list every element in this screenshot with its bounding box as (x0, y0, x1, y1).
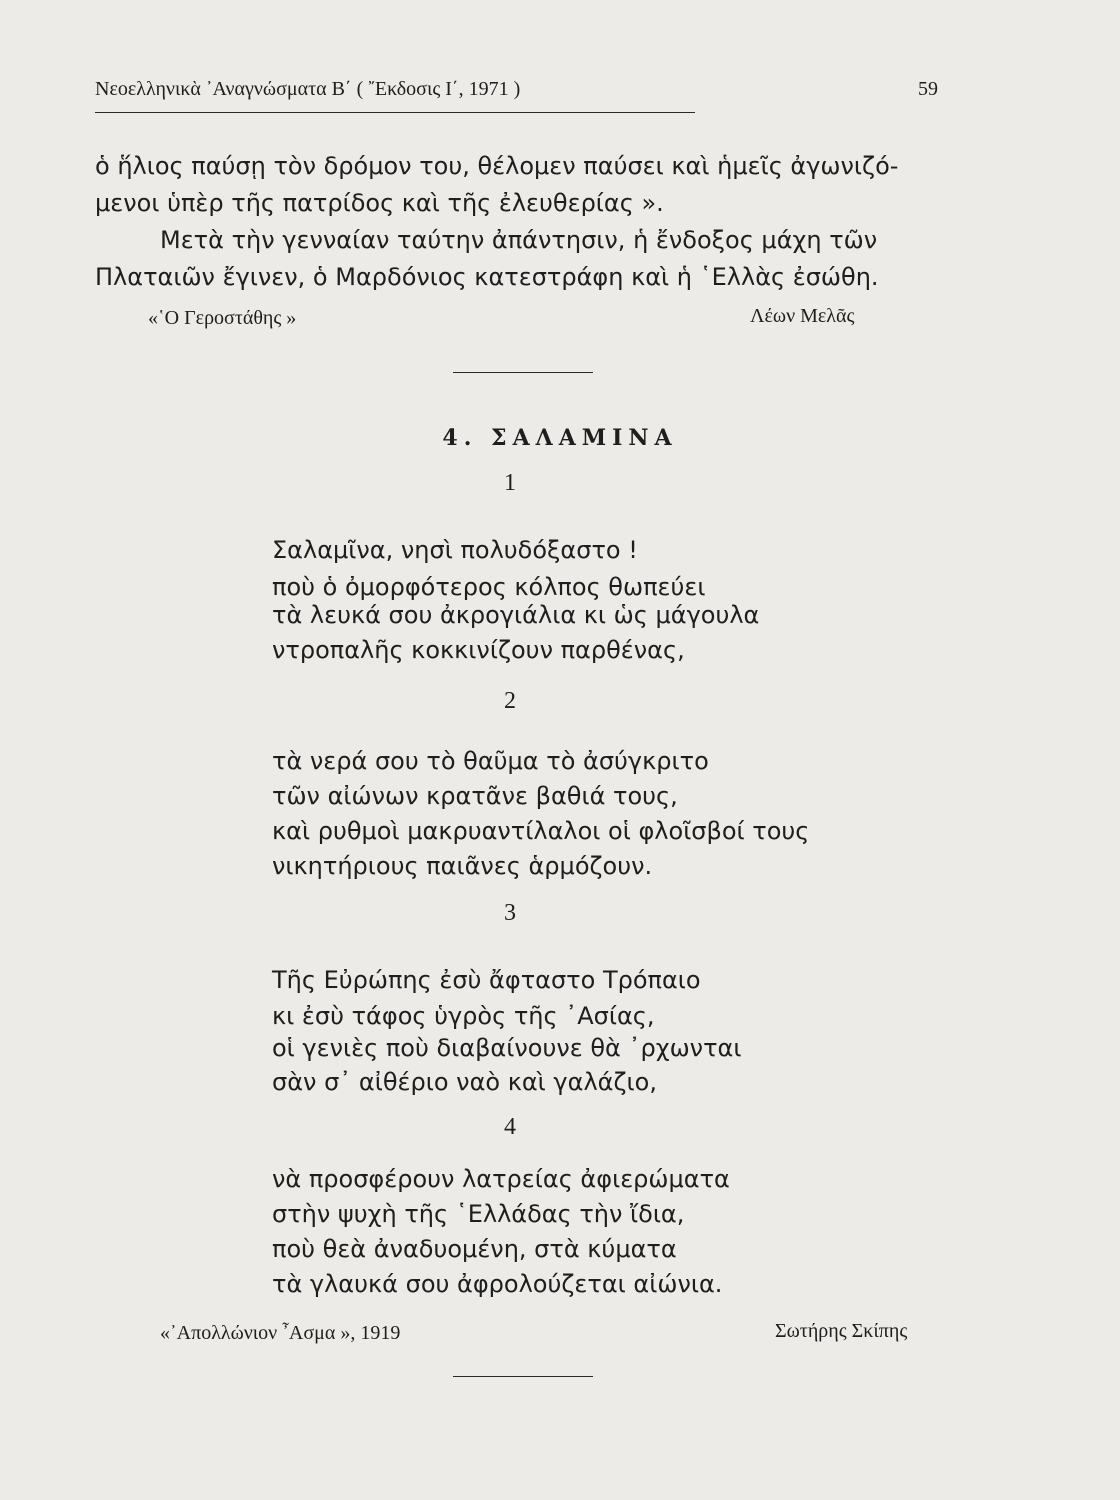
stanza-number: 4 (504, 1114, 516, 1140)
verse-line: τὰ λευκά σου ἀκρογιάλια κι ὡς μάγουλα (272, 601, 760, 629)
poem-title: 4. ΣΑΛΑΜΙΝΑ (442, 425, 678, 451)
prose-line: ὁ ἥλιος παύσῃ τὸν δρόμον του, θέλομεν παύσει καὶ ἡμεῖς ἀγωνιζό- (95, 152, 899, 180)
stanza-number: 2 (504, 688, 516, 714)
prose-source: «῾Ο Γεροστάθης » (148, 307, 297, 329)
stanza-number: 3 (504, 900, 516, 926)
verse-line: κι ἐσὺ τάφος ὑγρὸς τῆς ᾿Ασίας, (272, 1002, 655, 1030)
verse-line: ποὺ θεὰ ἀναδυομένη, στὰ κύματα (272, 1235, 677, 1263)
verse-line: οἱ γενιὲς ποὺ διαβαίνουνε θὰ ᾿ρχωνται (272, 1034, 742, 1062)
stanza-number: 1 (504, 470, 516, 496)
page-number: 59 (918, 78, 938, 100)
prose-line: Μετὰ τὴν γενναίαν ταύτην ἀπάντησιν, ἡ ἔνδοξος μάχη τῶν (160, 226, 878, 254)
verse-line: στὴν ψυχὴ τῆς ῾Ελλάδας τὴν ἴδια, (272, 1200, 685, 1228)
verse-line: νὰ προσφέρουν λατρείας ἀφιερώματα (272, 1165, 730, 1193)
verse-line: ποὺ ὁ ὀμορφότερος κόλπος θωπεύει (272, 573, 706, 601)
book-title: Νεοελληνικὰ ᾿Αναγνώσματα Β΄ ( ῎Εκδοσις Ι΄, 1971 ) (95, 78, 521, 100)
verse-line: νικητήριους παιᾶνες ἁρμόζουν. (272, 852, 653, 880)
verse-line: σὰν σ᾿ αἰθέριο ναὸ καὶ γαλάζιο, (272, 1068, 657, 1096)
verse-line: ντροπαλῆς κοκκινίζουν παρθένας, (272, 636, 685, 664)
end-divider (453, 1376, 593, 1377)
section-divider (453, 372, 593, 373)
running-header (95, 78, 938, 108)
verse-line: τὰ νερά σου τὸ θαῦμα τὸ ἀσύγκριτο (272, 747, 709, 775)
poem-author: Σωτήρης Σκίπης (775, 1320, 908, 1342)
prose-author: Λέων Μελᾶς (750, 305, 855, 327)
verse-line: Τῆς Εὐρώπης ἐσὺ ἄφταστο Τρόπαιο (272, 966, 701, 994)
verse-line: Σαλαμῖνα, νησὶ πολυδόξαστο ! (272, 536, 638, 564)
header-rule (95, 112, 695, 113)
verse-line: καὶ ρυθμοὶ μακρυαντίλαλοι οἱ φλοῖσβοί τους (272, 817, 810, 845)
verse-line: τὰ γλαυκά σου ἀφρολούζεται αἰώνια. (272, 1270, 723, 1298)
prose-line: Πλαταιῶν ἔγινεν, ὁ Μαρδόνιος κατεστράφη καὶ ἡ ῾Ελλὰς ἐσώθη. (95, 263, 879, 291)
prose-line: μενοι ὑπὲρ τῆς πατρίδος καὶ τῆς ἐλευθερίας ». (95, 189, 664, 217)
verse-line: τῶν αἰώνων κρατᾶνε βαθιά τους, (272, 782, 678, 810)
poem-source: «᾿Απολλώνιον ῏Ασμα », 1919 (160, 1322, 401, 1344)
